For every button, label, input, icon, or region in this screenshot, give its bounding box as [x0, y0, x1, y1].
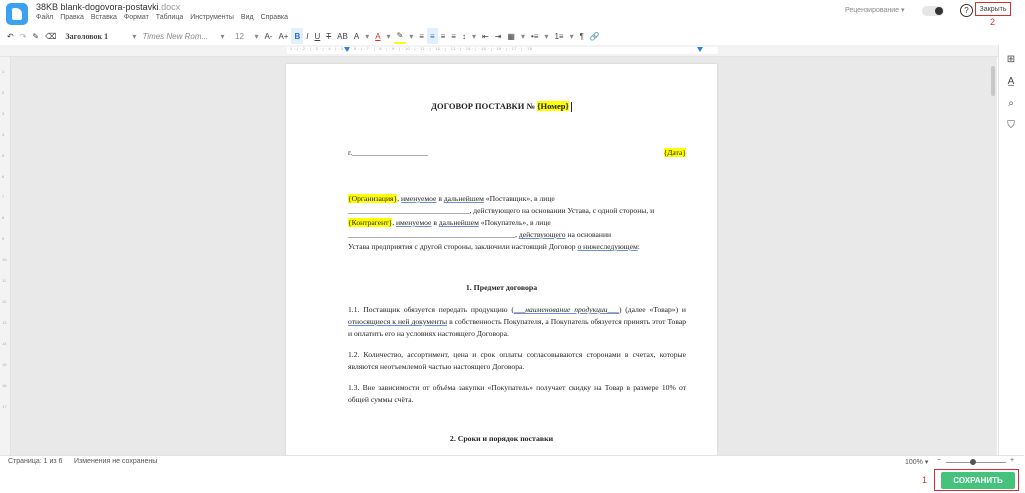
chevron-down-icon[interactable]: ▾: [132, 31, 137, 41]
line-spacing-button[interactable]: ↕: [461, 31, 466, 41]
title-bar: [0, 0, 1024, 27]
zoom-slider[interactable]: [946, 462, 1006, 463]
date-field[interactable]: {Дата}: [663, 148, 686, 157]
align-right-button[interactable]: ≡: [440, 31, 446, 41]
font-size-select[interactable]: [227, 28, 251, 44]
document-canvas[interactable]: [11, 57, 997, 455]
menu-help[interactable]: Справка: [260, 14, 289, 21]
text-run: ,: [392, 218, 396, 227]
zoom-value: 100%: [905, 459, 923, 466]
parties-line-3: [348, 217, 686, 229]
zoom-slider-handle[interactable]: [970, 459, 976, 465]
page-counter: Страница: 1 из 6: [8, 458, 63, 465]
number-field[interactable]: {Номер}: [537, 101, 569, 111]
text-run: именуемое: [395, 218, 432, 227]
search-icon[interactable]: ⌕: [1008, 98, 1014, 109]
chevron-down-icon[interactable]: ▾: [365, 31, 370, 41]
annotation-number-2: 2: [990, 17, 996, 27]
parties-paragraph: [348, 193, 686, 253]
font-family-select[interactable]: [139, 28, 217, 44]
annotation-number-1: 1: [922, 475, 928, 485]
text-run: «Покупатель», в лице: [478, 218, 551, 227]
highlight-button[interactable]: ✎: [394, 28, 407, 44]
grow-font-icon[interactable]: A+: [278, 31, 289, 41]
review-label: Рецензирование: [845, 7, 900, 14]
help-icon[interactable]: ?: [960, 4, 973, 17]
clause-1-2: 1.2. Количество, ассортимент, цена и срок оплаты согласовываются сторонами в счетах, которые являются неотъемлемой частью настоящего Договора.: [348, 350, 686, 371]
clause-1-1: [348, 304, 686, 340]
text-run: на основании: [565, 230, 612, 239]
clause-1-3: 1.3. Вне зависимости от объёма закупки «Покупатель» получает скидку на Товар в размере 10% от общей суммы счёта.: [348, 383, 686, 404]
bold-button[interactable]: B: [291, 28, 303, 44]
chevron-down-icon: ▾: [901, 7, 905, 14]
paragraph-style-select[interactable]: [59, 28, 129, 44]
ruler-right-marker[interactable]: [697, 47, 703, 52]
chevron-down-icon[interactable]: ▾: [254, 31, 259, 41]
font-color-button[interactable]: A: [375, 31, 381, 41]
underline-button[interactable]: U: [314, 31, 321, 41]
review-dropdown[interactable]: [845, 6, 905, 14]
menu-file[interactable]: Файл: [36, 14, 54, 21]
chevron-down-icon: ▾: [924, 459, 929, 466]
text-run: дальнейшем: [438, 218, 479, 227]
close-button[interactable]: [975, 2, 1011, 16]
section-1-heading: 1. Предмет договора: [465, 283, 538, 292]
section-2-heading: 2. Сроки и порядок поставки: [449, 434, 554, 443]
menu-insert[interactable]: Вставка: [90, 14, 117, 21]
page-title: [286, 101, 717, 112]
parties-line-5: [348, 241, 686, 253]
parties-line-4: [348, 229, 686, 241]
bullet-list-button[interactable]: •≡: [530, 31, 539, 41]
text-run: ,: [397, 194, 401, 203]
menu-bar: [36, 14, 288, 21]
decrease-indent-button[interactable]: ⇤: [481, 31, 489, 41]
text-run: дальнейшем: [443, 194, 484, 203]
text-run: относящиеся к ней документы: [348, 317, 448, 326]
align-left-button[interactable]: ≡: [419, 31, 424, 41]
text-run: в: [431, 218, 439, 227]
save-button[interactable]: [941, 472, 1015, 489]
ruler-indent-marker[interactable]: [344, 47, 350, 52]
chevron-down-icon[interactable]: ▾: [220, 31, 225, 41]
organization-field[interactable]: {Организация}: [348, 194, 398, 203]
parties-line-1: [348, 193, 686, 205]
contractor-field[interactable]: {Контрагент}: [348, 218, 393, 227]
text-run: о нижеследующем: [577, 242, 638, 251]
document-title: [36, 2, 180, 12]
text-run: Устава предприятия с другой стороны, заключили настоящий Договор: [348, 242, 578, 251]
chevron-down-icon[interactable]: ▾: [544, 31, 549, 41]
product-placeholder: ___наименование продукции___: [513, 305, 619, 314]
font-size-value: 12: [235, 31, 244, 41]
text-style-icon[interactable]: A̲: [1007, 76, 1015, 87]
document-extension: .docx: [158, 2, 181, 12]
menu-edit[interactable]: Правка: [60, 14, 84, 21]
plus-square-icon[interactable]: ⊞: [1006, 54, 1016, 65]
text-run: :: [637, 242, 640, 251]
review-toggle[interactable]: [922, 6, 944, 16]
text-cursor: [571, 102, 572, 112]
contract-title: ДОГОВОР ПОСТАВКИ №: [431, 101, 535, 111]
text-run: ) (далее «Товар») и: [618, 305, 686, 314]
italic-button[interactable]: I: [306, 31, 309, 41]
justify-button[interactable]: ≡: [451, 31, 456, 41]
menu-table[interactable]: Таблица: [155, 14, 184, 21]
clear-format-icon[interactable]: ⌫: [45, 31, 57, 41]
status-bar: [0, 455, 1024, 468]
redo-icon[interactable]: ↷: [19, 31, 27, 41]
text-run: именуемое: [400, 194, 437, 203]
text-case-button[interactable]: A: [353, 31, 360, 41]
chevron-down-icon[interactable]: ▾: [386, 31, 391, 41]
save-label: СОХРАНИТЬ: [953, 476, 1003, 485]
format-painter-icon[interactable]: ✎: [32, 31, 40, 41]
document-name: 38KB blank-dogovora-postavki: [36, 2, 159, 12]
numbered-list-button[interactable]: 1≡: [554, 31, 564, 41]
menu-tools[interactable]: Инструменты: [190, 14, 234, 21]
zoom-out-icon[interactable]: −: [937, 457, 942, 464]
document-page[interactable]: [286, 64, 717, 484]
toggle-knob: [935, 7, 943, 15]
horizontal-ruler[interactable]: [0, 45, 1024, 57]
pilcrow-button[interactable]: ¶: [579, 31, 584, 41]
chevron-down-icon[interactable]: ▾: [520, 31, 525, 41]
link-icon[interactable]: 🔗: [589, 31, 600, 41]
text-run: в: [436, 194, 444, 203]
formatting-toolbar: [0, 27, 1024, 45]
chevron-down-icon[interactable]: ▾: [471, 31, 476, 41]
shrink-font-icon[interactable]: A-: [264, 31, 273, 41]
vertical-scrollbar[interactable]: [991, 66, 995, 96]
strikethrough-button[interactable]: T: [326, 31, 332, 41]
ruler-ticks: 1 · | · 2 · | · 3 · | · 4 · | · 5 · | · 6 · | · 7 · | · 8 · | · 9 · | · 10 · | · 11 · | · 12 · | · 13 · | · 14 · | · 15 · | · 16 · | · 17 · | · 18: [290, 46, 533, 51]
chevron-down-icon[interactable]: ▾: [409, 31, 414, 41]
align-center-button[interactable]: ≡: [427, 28, 438, 44]
text-run: в собственность Покупателя, а Покупатель обязуется принять этот Товар и оплатить его на условиях настоящего Договора.: [348, 317, 687, 338]
text-run: действующего: [518, 230, 566, 239]
vertical-ruler-numbers: 1 2 3 4 5 6 7 8 9 10 11 12 13 14 15 16 17: [2, 69, 7, 409]
text-run: 1.1. Поставщик обязуется передать продукцию (: [348, 305, 514, 314]
chevron-down-icon[interactable]: ▾: [569, 31, 574, 41]
font-family-value: Times New Rom...: [142, 31, 209, 41]
text-run: «Поставщик», в лице: [483, 194, 555, 203]
text-run: ____________________________________________,: [348, 230, 519, 239]
bookmark-icon[interactable]: ⛉: [1007, 120, 1015, 131]
app-logo-icon[interactable]: [6, 3, 28, 25]
menu-format[interactable]: Формат: [123, 14, 149, 21]
zoom-dropdown[interactable]: [905, 458, 928, 466]
bottom-bar: [0, 468, 1024, 493]
zoom-in-icon[interactable]: +: [1010, 457, 1015, 464]
menu-view[interactable]: Вид: [240, 14, 254, 21]
save-status: Изменения не сохранены: [74, 458, 158, 465]
close-label: Закрыть: [979, 5, 1007, 13]
paragraph-style-value: Заголовок 1: [65, 31, 109, 41]
all-caps-button[interactable]: AB: [337, 31, 348, 41]
right-sidebar: [998, 45, 1025, 455]
undo-icon[interactable]: ↶: [7, 31, 14, 41]
table-icon[interactable]: ▦: [507, 31, 515, 41]
parties-line-2: ________________________________, действующего на основании Устава, с одной стороны, и: [348, 206, 655, 215]
city-line: г.____________________: [348, 148, 429, 157]
increase-indent-button[interactable]: ⇥: [494, 31, 502, 41]
